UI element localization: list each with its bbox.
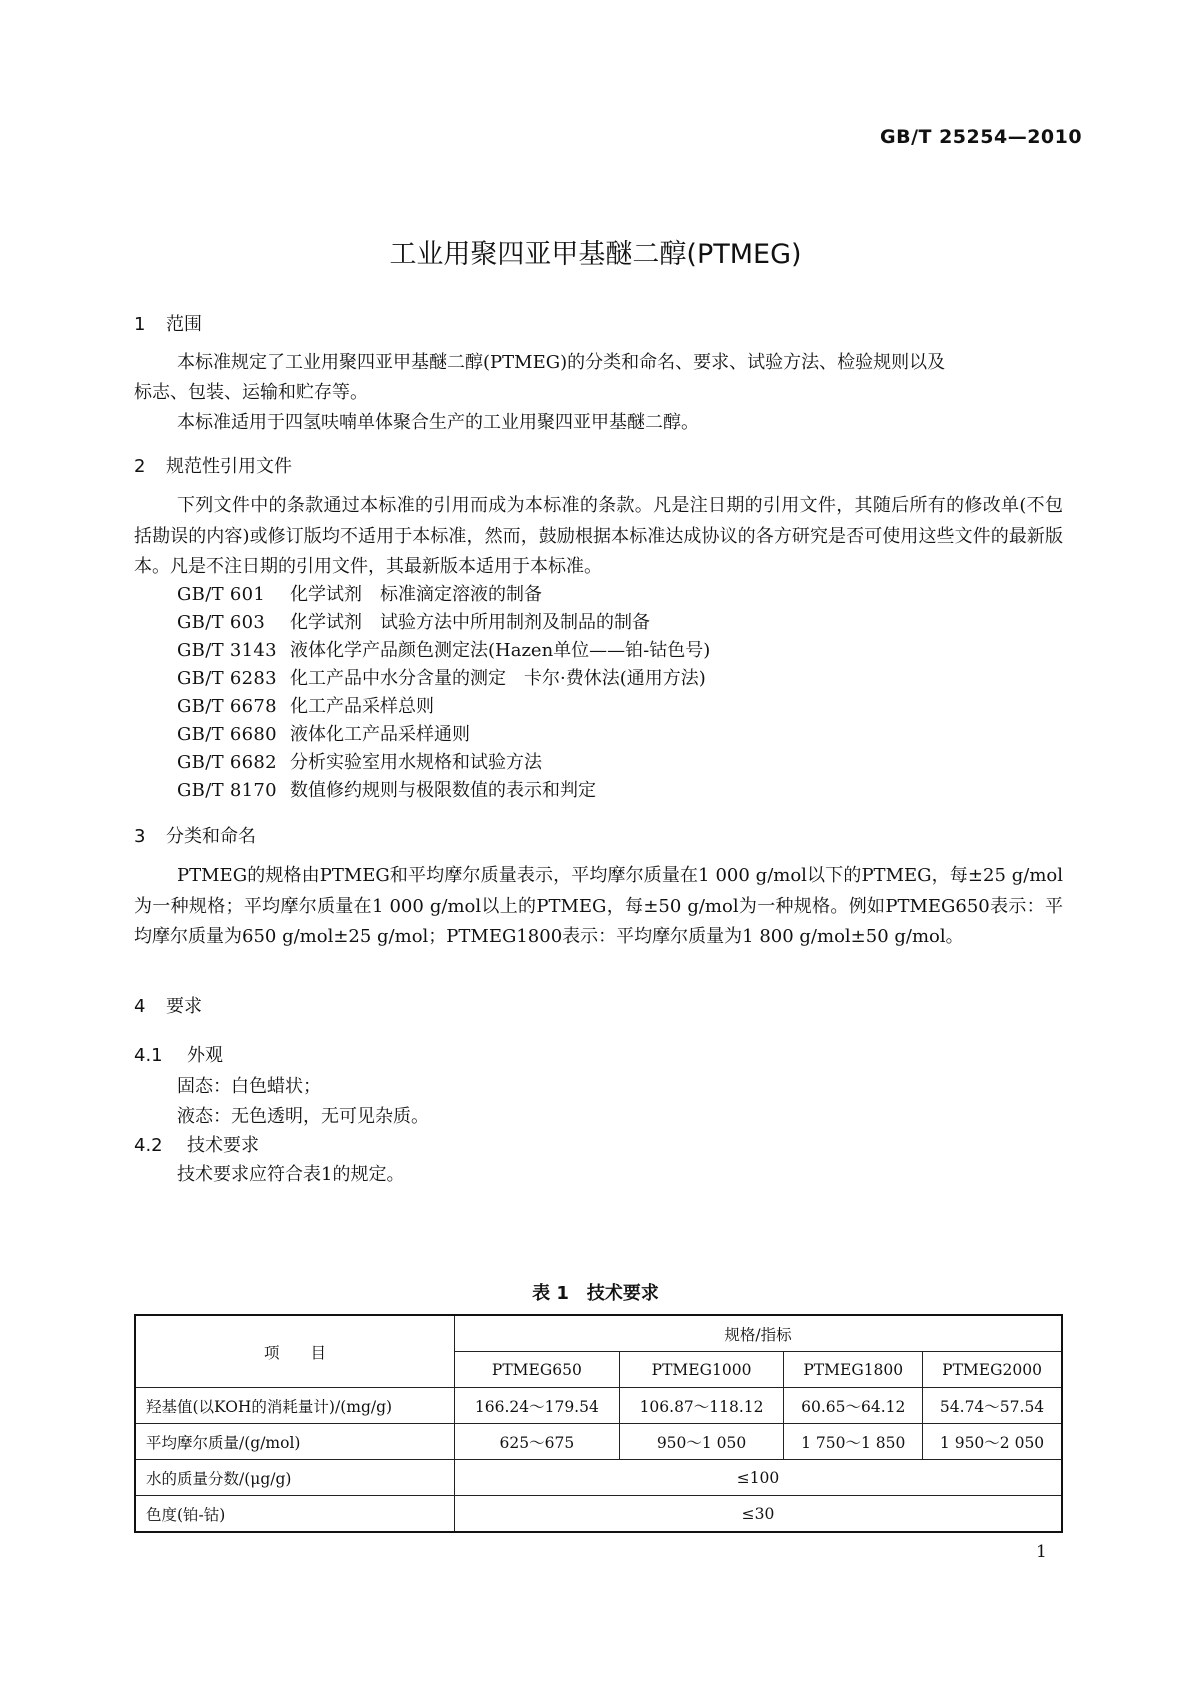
section-number: 4.1 xyxy=(134,1045,163,1066)
grade-header: PTMEG2000 xyxy=(923,1352,1062,1388)
reference-item xyxy=(177,636,710,662)
row-value: 950～1 050 xyxy=(619,1424,784,1460)
section-number: 2 xyxy=(134,456,146,477)
row-value: ≤30 xyxy=(455,1496,1063,1533)
reference-code: GB/T 6680 xyxy=(177,724,277,745)
reference-title: 分析实验室用水规格和试验方法 xyxy=(290,752,542,773)
reference-code: GB/T 601 xyxy=(177,584,266,605)
reference-item xyxy=(177,692,434,718)
section-4-1-heading xyxy=(134,1041,223,1067)
reference-item xyxy=(177,748,542,774)
section-title: 分类和命名 xyxy=(166,826,256,847)
section-3-heading xyxy=(134,822,256,848)
reference-title: 液体化工产品采样通则 xyxy=(290,724,470,745)
section-title: 规范性引用文件 xyxy=(166,456,292,477)
row-item: 色度(铂-钴) xyxy=(135,1496,455,1533)
reference-title: 化学试剂 标准滴定溶液的制备 xyxy=(290,584,542,605)
technical-requirements-table xyxy=(134,1314,1063,1533)
section-number: 3 xyxy=(134,826,146,847)
table-row xyxy=(135,1388,1062,1424)
spec-header: 规格/指标 xyxy=(455,1315,1063,1352)
grade-header: PTMEG1800 xyxy=(784,1352,923,1388)
section-title: 要求 xyxy=(166,996,202,1017)
scope-paragraph-line-1: 本标准规定了工业用聚四亚甲基醚二醇(PTMEG)的分类和命名、要求、试验方法、检验规则以及 xyxy=(177,352,946,373)
section-number: 1 xyxy=(134,314,146,335)
appearance-solid: 固态：白色蜡状； xyxy=(177,1076,321,1097)
table-row xyxy=(135,1460,1062,1496)
standard-number: GB/T 25254—2010 xyxy=(880,126,1083,148)
row-value: 625～675 xyxy=(455,1424,620,1460)
reference-title: 化工产品中水分含量的测定 卡尔·费休法(通用方法) xyxy=(290,668,706,689)
row-value: 106.87～118.12 xyxy=(619,1388,784,1424)
reference-item xyxy=(177,664,706,690)
reference-code: GB/T 3143 xyxy=(177,640,277,661)
classification-paragraph: PTMEG的规格由PTMEG和平均摩尔质量表示，平均摩尔质量在1 000 g/mol以下的PTMEG，每±25 g/mol为一种规格；平均摩尔质量在1 000 g/mol以上的PTMEG，每±50 g/mol为一种规格。例如PTMEG650表示：平均摩尔质量为650 g/mol±25 g/mol；PTMEG1800表示：平均摩尔质量为1 800 g/mol±50 g/mol。 xyxy=(134,865,1063,947)
normative-references-intro: 下列文件中的条款通过本标准的引用而成为本标准的条款。凡是注日期的引用文件，其随后所有的修改单(不包括勘误的内容)或修订版均不适用于本标准，然而，鼓励根据本标准达成协议的各方研究是否可使用这些文件的最新版本。凡是不注日期的引用文件，其最新版本适用于本标准。 xyxy=(134,495,1063,577)
scope-paragraph-line-2: 标志、包装、运输和贮存等。 xyxy=(134,382,368,403)
technical-requirements-text: 技术要求应符合表1的规定。 xyxy=(177,1164,405,1185)
section-title: 外观 xyxy=(187,1045,223,1066)
item-header: 项 目 xyxy=(135,1315,455,1388)
row-value: ≤100 xyxy=(455,1460,1063,1496)
grade-header: PTMEG650 xyxy=(455,1352,620,1388)
row-value: 60.65～64.12 xyxy=(784,1388,923,1424)
row-item: 水的质量分数/(μg/g) xyxy=(135,1460,455,1496)
row-value: 1 750～1 850 xyxy=(784,1424,923,1460)
grade-header: PTMEG1000 xyxy=(619,1352,784,1388)
reference-code: GB/T 6678 xyxy=(177,696,277,717)
reference-title: 化工产品采样总则 xyxy=(290,696,434,717)
row-value: 54.74～57.54 xyxy=(923,1388,1062,1424)
reference-code: GB/T 8170 xyxy=(177,780,277,801)
section-number: 4 xyxy=(134,996,146,1017)
reference-item xyxy=(177,580,542,606)
reference-title: 液体化学产品颜色测定法(Hazen单位——铂-钴色号) xyxy=(290,640,711,661)
reference-item xyxy=(177,776,596,802)
reference-item xyxy=(177,720,470,746)
row-item: 平均摩尔质量/(g/mol) xyxy=(135,1424,455,1460)
table-row xyxy=(135,1496,1062,1533)
row-value: 1 950～2 050 xyxy=(923,1424,1062,1460)
section-1-heading xyxy=(134,310,202,336)
table-header-row xyxy=(135,1315,1062,1352)
reference-title: 数值修约规则与极限数值的表示和判定 xyxy=(290,780,596,801)
section-number: 4.2 xyxy=(134,1135,163,1156)
row-item: 羟基值(以KOH的消耗量计)/(mg/g) xyxy=(135,1388,455,1424)
page-number: 1 xyxy=(1036,1542,1047,1562)
section-title: 技术要求 xyxy=(187,1135,259,1156)
document-title: 工业用聚四亚甲基醚二醇(PTMEG) xyxy=(389,239,802,270)
section-4-heading xyxy=(134,992,202,1018)
table-row xyxy=(135,1424,1062,1460)
row-value: 166.24～179.54 xyxy=(455,1388,620,1424)
reference-code: GB/T 6682 xyxy=(177,752,277,773)
section-2-heading xyxy=(134,452,292,478)
section-title: 范围 xyxy=(166,314,202,335)
reference-code: GB/T 603 xyxy=(177,612,266,633)
reference-item xyxy=(177,608,650,634)
scope-paragraph-2: 本标准适用于四氢呋喃单体聚合生产的工业用聚四亚甲基醚二醇。 xyxy=(177,412,699,433)
reference-code: GB/T 6283 xyxy=(177,668,277,689)
section-4-2-heading xyxy=(134,1131,259,1157)
table-caption: 表 1 技术要求 xyxy=(532,1283,659,1304)
appearance-liquid: 液态：无色透明，无可见杂质。 xyxy=(177,1106,429,1127)
reference-title: 化学试剂 试验方法中所用制剂及制品的制备 xyxy=(290,612,650,633)
